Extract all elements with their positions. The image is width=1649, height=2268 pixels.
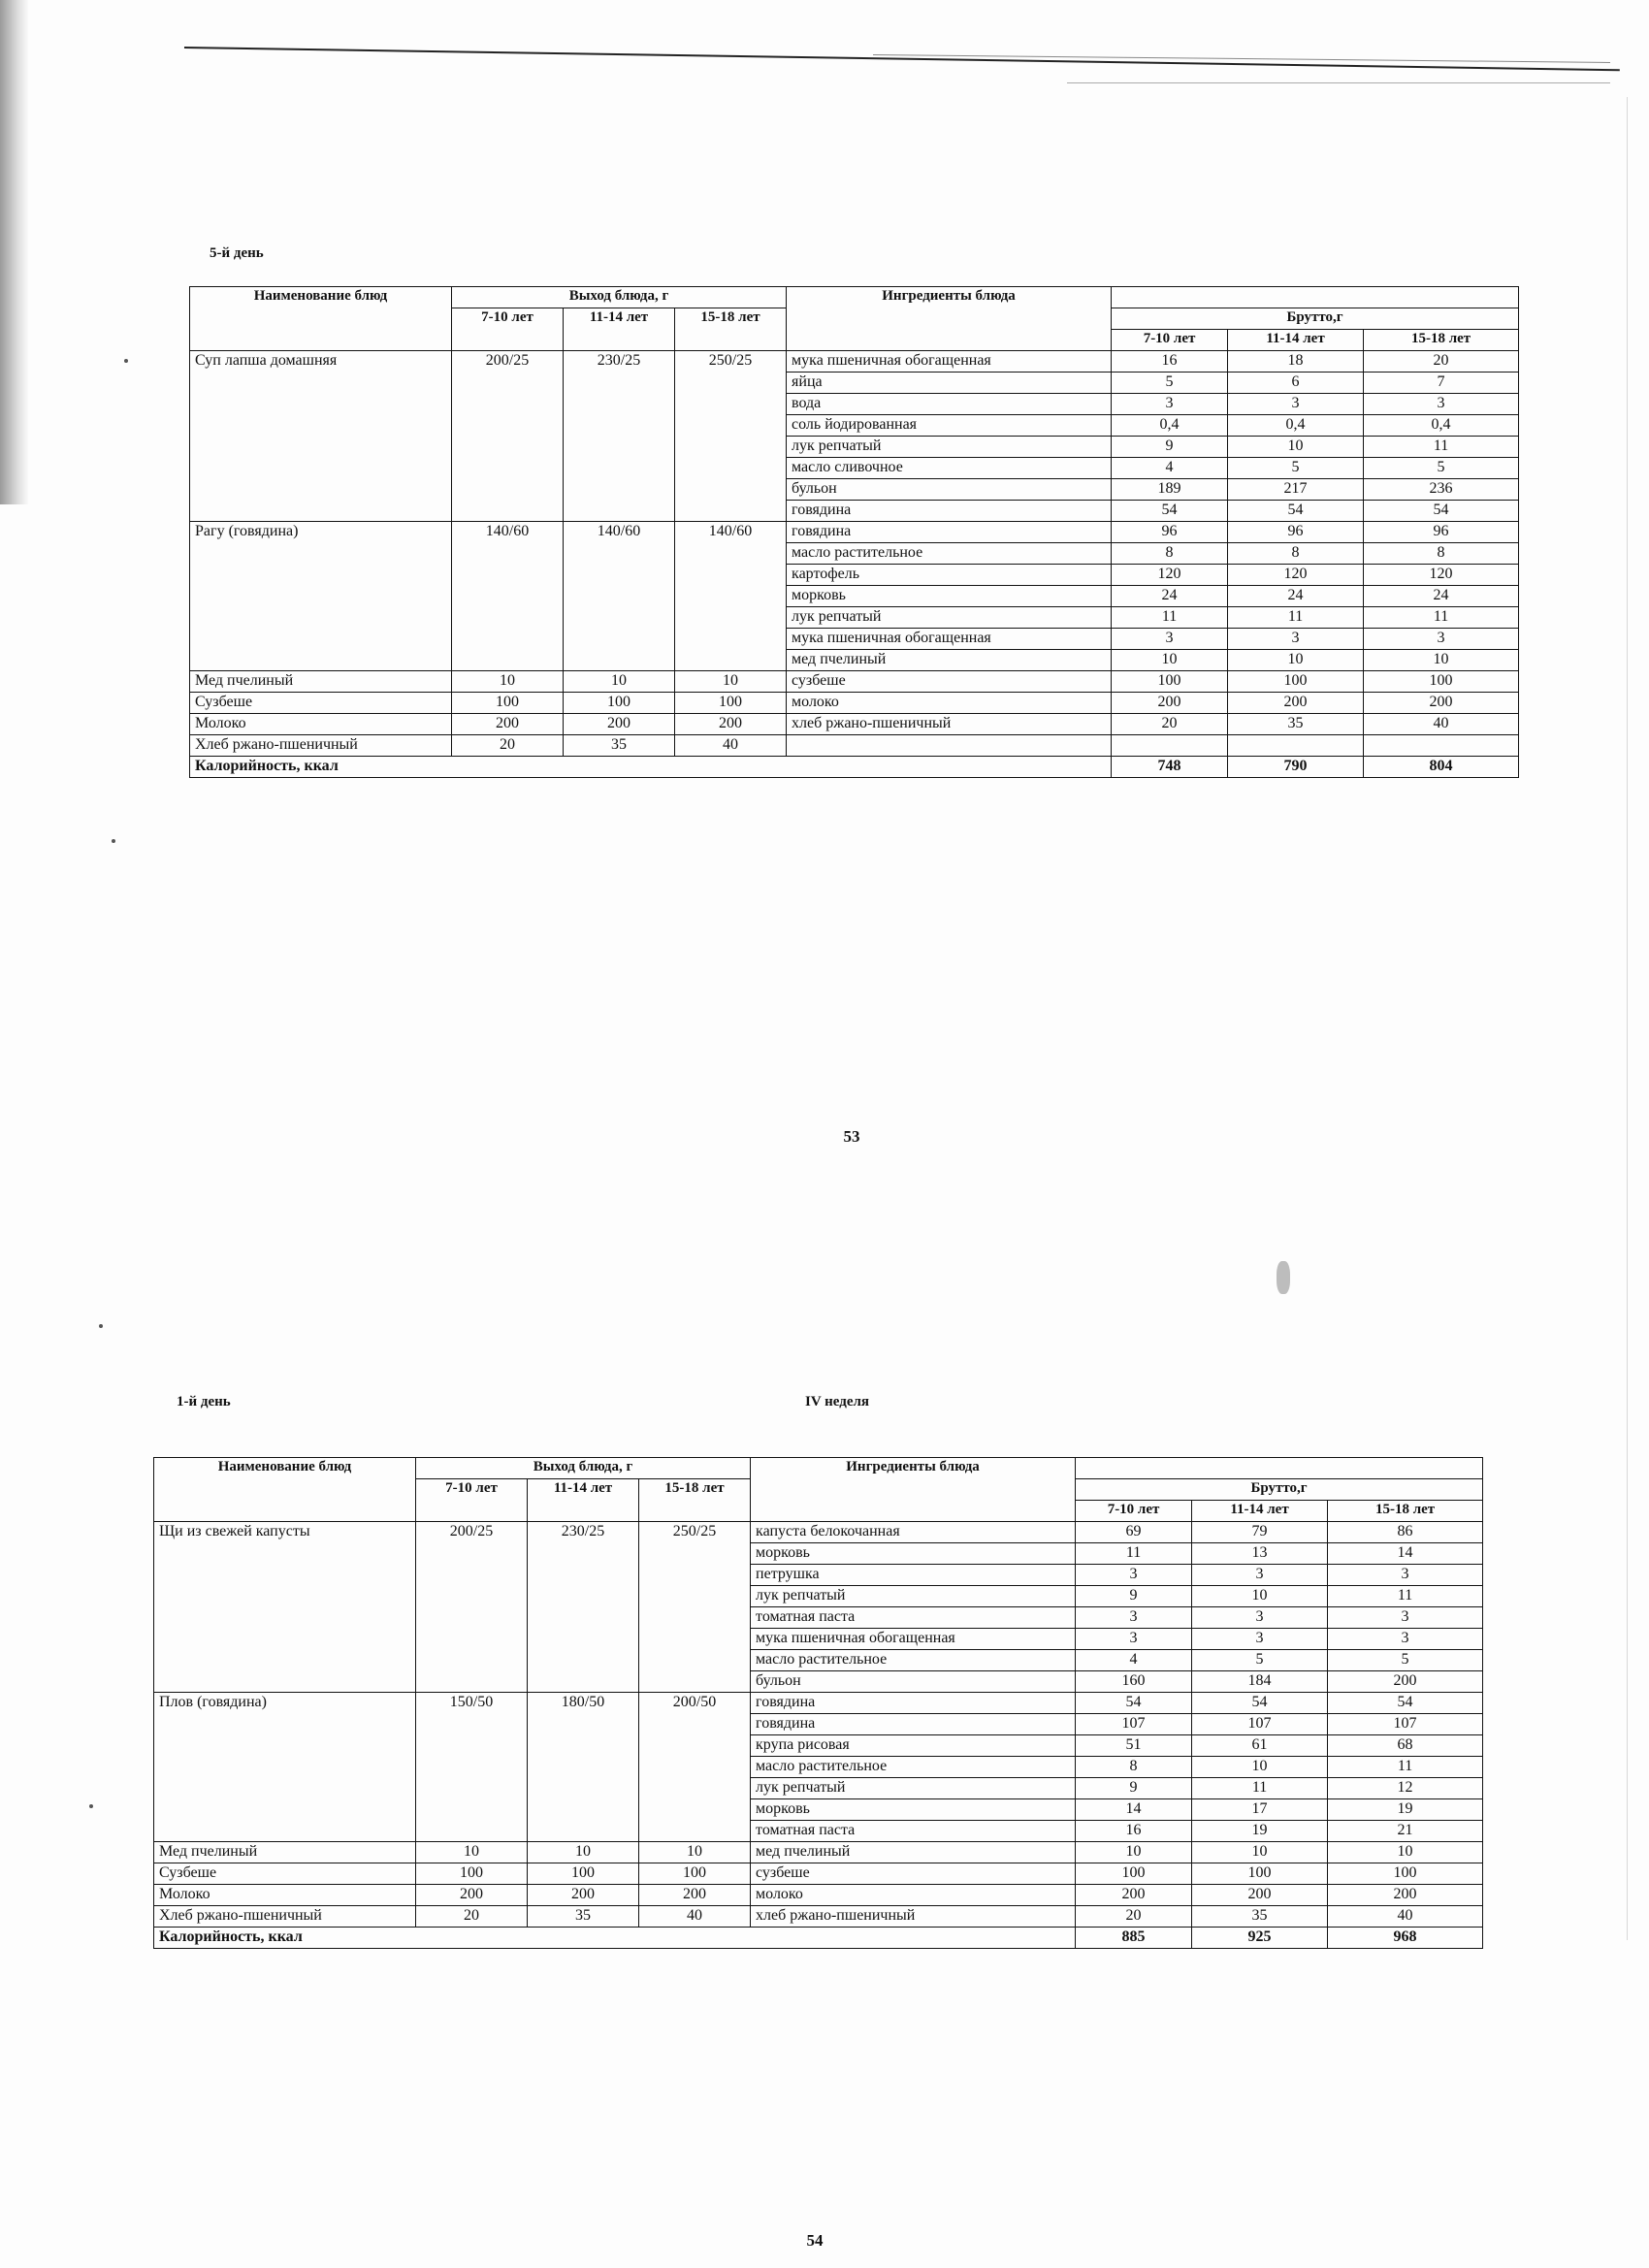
- ingredient-name: лук репчатый: [787, 437, 1112, 458]
- ingredient-name: соль йодированная: [787, 415, 1112, 437]
- dish-output: 35: [528, 1906, 639, 1928]
- dish-output: 100: [452, 693, 564, 714]
- header-age-gross: 11-14 лет: [1228, 330, 1364, 351]
- calories-label: Калорийность, ккал: [154, 1928, 1076, 1949]
- dish-output: 100: [416, 1863, 528, 1885]
- ingredient-gross: 3: [1228, 629, 1364, 650]
- dish-name: Молоко: [190, 714, 452, 735]
- page-number: 53: [843, 1127, 860, 1146]
- table-row: [154, 1693, 1483, 1714]
- calories-value: 968: [1328, 1928, 1483, 1949]
- ingredient-gross: 13: [1192, 1543, 1328, 1565]
- scan-smudge: [1277, 1261, 1290, 1294]
- header-age-gross: 7-10 лет: [1076, 1501, 1192, 1522]
- header-output: Выход блюда, г: [416, 1458, 751, 1479]
- scan-speck: [89, 1804, 93, 1808]
- ingredient-gross: 3: [1328, 1607, 1483, 1629]
- header-gross-blank: [1112, 287, 1519, 308]
- dish-name: Щи из свежей капусты: [154, 1522, 416, 1693]
- dish-name: Сузбеше: [190, 693, 452, 714]
- dish-output: 10: [675, 671, 787, 693]
- ingredient-gross: 8: [1112, 543, 1228, 565]
- table-row: [190, 693, 1519, 714]
- ingredient-name: масло сливочное: [787, 458, 1112, 479]
- ingredient-gross: 3: [1112, 394, 1228, 415]
- ingredient-gross: 24: [1228, 586, 1364, 607]
- ingredient-gross: 11: [1112, 607, 1228, 629]
- ingredient-gross: 0,4: [1364, 415, 1519, 437]
- ingredient-gross: [1228, 735, 1364, 757]
- menu-table-day-5: [189, 286, 1519, 778]
- ingredient-gross: 24: [1364, 586, 1519, 607]
- scan-speck: [99, 1324, 103, 1328]
- ingredient-gross: 96: [1112, 522, 1228, 543]
- ingredient-gross: 10: [1228, 650, 1364, 671]
- dish-output: 100: [639, 1863, 751, 1885]
- dish-output: 35: [564, 735, 675, 757]
- ingredient-gross: 11: [1076, 1543, 1192, 1565]
- header-ingredients: Ингредиенты блюда: [751, 1458, 1076, 1522]
- ingredient-gross: 10: [1112, 650, 1228, 671]
- dish-output: 200: [675, 714, 787, 735]
- ingredient-gross: 3: [1364, 394, 1519, 415]
- ingredient-gross: 10: [1076, 1842, 1192, 1863]
- ingredient-gross: 8: [1364, 543, 1519, 565]
- ingredient-gross: 3: [1076, 1607, 1192, 1629]
- header-output: Выход блюда, г: [452, 287, 787, 308]
- ingredient-gross: 54: [1228, 501, 1364, 522]
- ingredient-gross: 14: [1328, 1543, 1483, 1565]
- dish-output: 200/25: [452, 351, 564, 522]
- ingredient-name: картофель: [787, 565, 1112, 586]
- ingredient-name: говядина: [751, 1714, 1076, 1735]
- ingredient-name: бульон: [751, 1671, 1076, 1693]
- ingredient-gross: 20: [1364, 351, 1519, 373]
- calories-label: Калорийность, ккал: [190, 757, 1112, 778]
- table-row: [190, 351, 1519, 373]
- ingredient-name: петрушка: [751, 1565, 1076, 1586]
- header-age-gross: 15-18 лет: [1328, 1501, 1483, 1522]
- ingredient-gross: 20: [1112, 714, 1228, 735]
- ingredient-name: сузбеше: [787, 671, 1112, 693]
- ingredient-gross: 11: [1364, 607, 1519, 629]
- week-label: IV неделя: [805, 1394, 870, 1409]
- calories-value: 748: [1112, 757, 1228, 778]
- ingredient-gross: 100: [1076, 1863, 1192, 1885]
- dish-output: 10: [639, 1842, 751, 1863]
- ingredient-name: масло растительное: [751, 1757, 1076, 1778]
- ingredient-name: мука пшеничная обогащенная: [787, 351, 1112, 373]
- ingredient-gross: 11: [1328, 1586, 1483, 1607]
- ingredient-gross: 5: [1192, 1650, 1328, 1671]
- header-age-gross: 7-10 лет: [1112, 330, 1228, 351]
- dish-output: 10: [416, 1842, 528, 1863]
- ingredient-name: сузбеше: [751, 1863, 1076, 1885]
- ingredient-gross: 11: [1364, 437, 1519, 458]
- day-label: 5-й день: [210, 245, 264, 261]
- ingredient-gross: 4: [1076, 1650, 1192, 1671]
- scan-speck: [124, 359, 128, 363]
- ingredient-gross: 10: [1192, 1757, 1328, 1778]
- header-age-gross: 15-18 лет: [1364, 330, 1519, 351]
- ingredient-gross: 11: [1328, 1757, 1483, 1778]
- ingredient-name: морковь: [787, 586, 1112, 607]
- dish-output: 20: [452, 735, 564, 757]
- ingredient-gross: 200: [1228, 693, 1364, 714]
- ingredient-name: томатная паста: [751, 1607, 1076, 1629]
- dish-output: 200: [564, 714, 675, 735]
- header-age-gross: 11-14 лет: [1192, 1501, 1328, 1522]
- header-age-output: 15-18 лет: [639, 1479, 751, 1522]
- ingredient-gross: 0,4: [1112, 415, 1228, 437]
- ingredient-gross: 100: [1328, 1863, 1483, 1885]
- table-row: [154, 1906, 1483, 1928]
- header-dish: Наименование блюд: [154, 1458, 416, 1522]
- header-gross-blank: [1076, 1458, 1483, 1479]
- ingredient-gross: 11: [1228, 607, 1364, 629]
- ingredient-gross: 9: [1076, 1778, 1192, 1799]
- table-row: [154, 1842, 1483, 1863]
- ingredient-gross: 69: [1076, 1522, 1192, 1543]
- table-row: [190, 735, 1519, 757]
- page-edge: [1067, 82, 1610, 83]
- header-dish: Наименование блюд: [190, 287, 452, 351]
- ingredient-gross: 16: [1076, 1821, 1192, 1842]
- calories-row: [154, 1928, 1483, 1949]
- ingredient-gross: 19: [1192, 1821, 1328, 1842]
- calories-value: 790: [1228, 757, 1364, 778]
- dish-name: Сузбеше: [154, 1863, 416, 1885]
- ingredient-gross: 4: [1112, 458, 1228, 479]
- dish-output: 200/50: [639, 1693, 751, 1842]
- ingredient-name: крупа рисовая: [751, 1735, 1076, 1757]
- dish-output: 140/60: [452, 522, 564, 671]
- table-row: [190, 522, 1519, 543]
- ingredient-gross: 68: [1328, 1735, 1483, 1757]
- dish-name: Мед пчелиный: [190, 671, 452, 693]
- ingredient-gross: 24: [1112, 586, 1228, 607]
- dish-output: 200: [639, 1885, 751, 1906]
- ingredient-gross: 79: [1192, 1522, 1328, 1543]
- ingredient-gross: 3: [1192, 1565, 1328, 1586]
- table-row: [154, 1885, 1483, 1906]
- dish-name: Хлеб ржано-пшеничный: [190, 735, 452, 757]
- calories-value: 925: [1192, 1928, 1328, 1949]
- ingredient-name: бульон: [787, 479, 1112, 501]
- header-age-output: 11-14 лет: [528, 1479, 639, 1522]
- ingredient-gross: 3: [1076, 1629, 1192, 1650]
- ingredient-gross: 107: [1192, 1714, 1328, 1735]
- ingredient-gross: 100: [1192, 1863, 1328, 1885]
- dish-output: 180/50: [528, 1693, 639, 1842]
- ingredient-gross: 21: [1328, 1821, 1483, 1842]
- ingredient-gross: 35: [1192, 1906, 1328, 1928]
- dish-output: 200: [528, 1885, 639, 1906]
- ingredient-gross: [1112, 735, 1228, 757]
- ingredient-gross: 51: [1076, 1735, 1192, 1757]
- ingredient-gross: 107: [1328, 1714, 1483, 1735]
- ingredient-name: говядина: [787, 501, 1112, 522]
- ingredient-gross: 10: [1192, 1586, 1328, 1607]
- page-number: 54: [806, 2231, 824, 2250]
- ingredient-name: мед пчелиный: [751, 1842, 1076, 1863]
- dish-output: 40: [675, 735, 787, 757]
- ingredient-gross: 100: [1112, 671, 1228, 693]
- ingredient-gross: 3: [1328, 1629, 1483, 1650]
- ingredient-gross: 16: [1112, 351, 1228, 373]
- dish-name: Плов (говядина): [154, 1693, 416, 1842]
- table-row: [154, 1522, 1483, 1543]
- dish-output: 20: [416, 1906, 528, 1928]
- ingredient-gross: 200: [1192, 1885, 1328, 1906]
- ingredient-gross: 3: [1364, 629, 1519, 650]
- ingredient-gross: 19: [1328, 1799, 1483, 1821]
- dish-output: 250/25: [675, 351, 787, 522]
- dish-output: 40: [639, 1906, 751, 1928]
- dish-output: 250/25: [639, 1522, 751, 1693]
- ingredient-gross: 54: [1364, 501, 1519, 522]
- header-gross: Брутто,г: [1112, 308, 1519, 330]
- ingredient-gross: 3: [1076, 1565, 1192, 1586]
- ingredient-name: мед пчелиный: [787, 650, 1112, 671]
- ingredient-gross: 5: [1228, 458, 1364, 479]
- scan-speck: [112, 839, 115, 843]
- ingredient-gross: 11: [1192, 1778, 1328, 1799]
- ingredient-gross: 54: [1076, 1693, 1192, 1714]
- ingredient-gross: 54: [1112, 501, 1228, 522]
- ingredient-gross: 96: [1228, 522, 1364, 543]
- ingredient-name: молоко: [787, 693, 1112, 714]
- dish-name: Суп лапша домашняя: [190, 351, 452, 522]
- dish-name: Хлеб ржано-пшеничный: [154, 1906, 416, 1928]
- ingredient-gross: 3: [1228, 394, 1364, 415]
- dish-output: 10: [528, 1842, 639, 1863]
- ingredient-gross: 40: [1328, 1906, 1483, 1928]
- ingredient-name: мука пшеничная обогащенная: [751, 1629, 1076, 1650]
- table-row: [190, 714, 1519, 735]
- ingredient-gross: 200: [1328, 1885, 1483, 1906]
- ingredient-gross: 3: [1192, 1629, 1328, 1650]
- ingredient-gross: 184: [1192, 1671, 1328, 1693]
- table-row: [154, 1863, 1483, 1885]
- header-row: [154, 1458, 1483, 1479]
- ingredient-gross: 8: [1228, 543, 1364, 565]
- ingredient-gross: 107: [1076, 1714, 1192, 1735]
- header-age-output: 11-14 лет: [564, 308, 675, 351]
- ingredient-gross: 40: [1364, 714, 1519, 735]
- ingredient-gross: 160: [1076, 1671, 1192, 1693]
- ingredient-gross: 8: [1076, 1757, 1192, 1778]
- ingredient-gross: 200: [1076, 1885, 1192, 1906]
- ingredient-name: морковь: [751, 1799, 1076, 1821]
- ingredient-gross: 217: [1228, 479, 1364, 501]
- ingredient-gross: 5: [1328, 1650, 1483, 1671]
- header-age-output: 15-18 лет: [675, 308, 787, 351]
- ingredient-name: мука пшеничная обогащенная: [787, 629, 1112, 650]
- ingredient-gross: 3: [1192, 1607, 1328, 1629]
- ingredient-gross: 96: [1364, 522, 1519, 543]
- menu-table-day-1: [153, 1457, 1483, 1949]
- ingredient-name: говядина: [751, 1693, 1076, 1714]
- scan-shadow: [0, 0, 29, 504]
- ingredient-gross: 7: [1364, 373, 1519, 394]
- ingredient-gross: 17: [1192, 1799, 1328, 1821]
- ingredient-gross: [1364, 735, 1519, 757]
- dish-output: 100: [528, 1863, 639, 1885]
- ingredient-gross: 200: [1328, 1671, 1483, 1693]
- calories-row: [190, 757, 1519, 778]
- ingredient-gross: 200: [1112, 693, 1228, 714]
- ingredient-name: молоко: [751, 1885, 1076, 1906]
- ingredient-gross: 20: [1076, 1906, 1192, 1928]
- ingredient-gross: 100: [1364, 671, 1519, 693]
- ingredient-name: капуста белокочанная: [751, 1522, 1076, 1543]
- header-age-output: 7-10 лет: [452, 308, 564, 351]
- ingredient-gross: 10: [1228, 437, 1364, 458]
- ingredient-name: лук репчатый: [751, 1778, 1076, 1799]
- header-ingredients: Ингредиенты блюда: [787, 287, 1112, 351]
- calories-value: 885: [1076, 1928, 1192, 1949]
- ingredient-gross: 18: [1228, 351, 1364, 373]
- ingredient-gross: 189: [1112, 479, 1228, 501]
- ingredient-gross: 12: [1328, 1778, 1483, 1799]
- table-row: [190, 671, 1519, 693]
- ingredient-name: масло растительное: [751, 1650, 1076, 1671]
- ingredient-gross: 35: [1228, 714, 1364, 735]
- ingredient-gross: 10: [1328, 1842, 1483, 1863]
- header-gross: Брутто,г: [1076, 1479, 1483, 1501]
- ingredient-name: вода: [787, 394, 1112, 415]
- calories-value: 804: [1364, 757, 1519, 778]
- header-row: [190, 287, 1519, 308]
- dish-output: 200: [416, 1885, 528, 1906]
- dish-name: Мед пчелиный: [154, 1842, 416, 1863]
- dish-name: Молоко: [154, 1885, 416, 1906]
- dish-output: 10: [452, 671, 564, 693]
- dish-output: 140/60: [564, 522, 675, 671]
- ingredient-gross: 54: [1192, 1693, 1328, 1714]
- ingredient-gross: 10: [1364, 650, 1519, 671]
- ingredient-gross: 5: [1112, 373, 1228, 394]
- header-age-output: 7-10 лет: [416, 1479, 528, 1522]
- page-edge: [1627, 97, 1628, 1940]
- ingredient-name: яйца: [787, 373, 1112, 394]
- ingredient-gross: 3: [1112, 629, 1228, 650]
- dish-output: 200/25: [416, 1522, 528, 1693]
- ingredient-gross: 10: [1192, 1842, 1328, 1863]
- ingredient-gross: 100: [1228, 671, 1364, 693]
- dish-output: 100: [564, 693, 675, 714]
- ingredient-gross: 9: [1076, 1586, 1192, 1607]
- ingredient-name: [787, 735, 1112, 757]
- dish-output: 10: [564, 671, 675, 693]
- ingredient-gross: 0,4: [1228, 415, 1364, 437]
- ingredient-gross: 9: [1112, 437, 1228, 458]
- ingredient-name: лук репчатый: [787, 607, 1112, 629]
- day-label: 1-й день: [177, 1394, 231, 1409]
- ingredient-name: томатная паста: [751, 1821, 1076, 1842]
- ingredient-name: морковь: [751, 1543, 1076, 1565]
- ingredient-gross: 6: [1228, 373, 1364, 394]
- ingredient-gross: 120: [1228, 565, 1364, 586]
- dish-output: 200: [452, 714, 564, 735]
- ingredient-gross: 5: [1364, 458, 1519, 479]
- ingredient-gross: 236: [1364, 479, 1519, 501]
- ingredient-name: хлеб ржано-пшеничный: [787, 714, 1112, 735]
- ingredient-gross: 120: [1364, 565, 1519, 586]
- ingredient-gross: 61: [1192, 1735, 1328, 1757]
- dish-output: 100: [675, 693, 787, 714]
- dish-name: Рагу (говядина): [190, 522, 452, 671]
- ingredient-name: говядина: [787, 522, 1112, 543]
- ingredient-gross: 54: [1328, 1693, 1483, 1714]
- ingredient-gross: 3: [1328, 1565, 1483, 1586]
- dish-output: 140/60: [675, 522, 787, 671]
- ingredient-gross: 200: [1364, 693, 1519, 714]
- ingredient-gross: 86: [1328, 1522, 1483, 1543]
- ingredient-name: хлеб ржано-пшеничный: [751, 1906, 1076, 1928]
- dish-output: 230/25: [528, 1522, 639, 1693]
- ingredient-gross: 14: [1076, 1799, 1192, 1821]
- dish-output: 230/25: [564, 351, 675, 522]
- dish-output: 150/50: [416, 1693, 528, 1842]
- ingredient-name: лук репчатый: [751, 1586, 1076, 1607]
- ingredient-gross: 120: [1112, 565, 1228, 586]
- ingredient-name: масло растительное: [787, 543, 1112, 565]
